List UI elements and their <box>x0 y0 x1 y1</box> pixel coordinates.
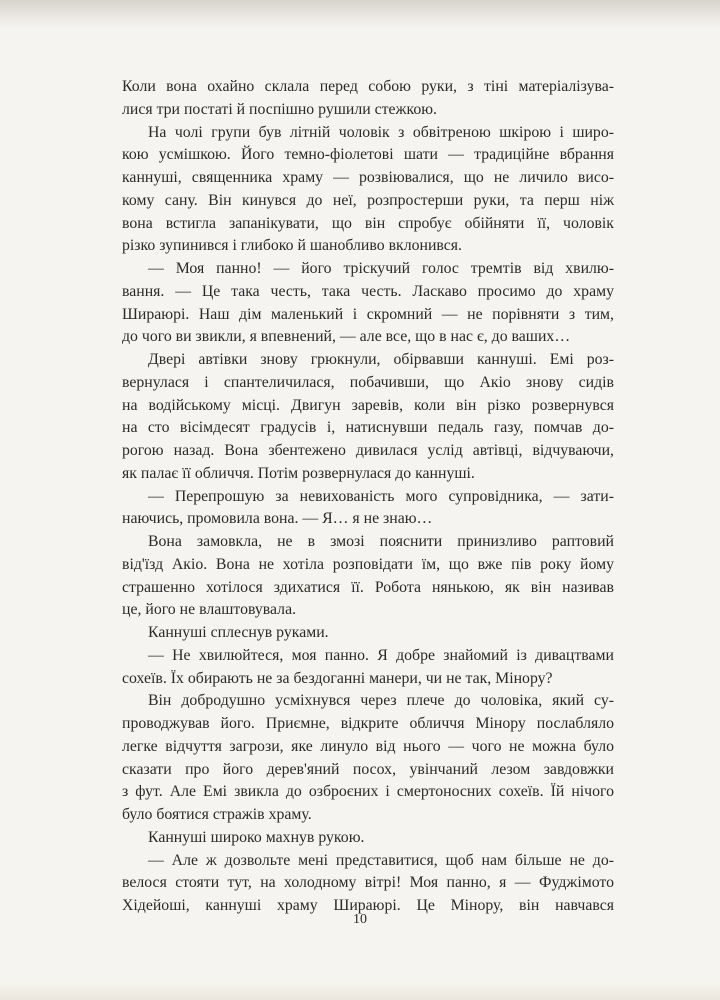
text-line: Каннуші широко махнув рукою. <box>148 828 365 846</box>
text-line: з фут. Але Емі звикла до озброєних і смертоносних сохеїв. Їй нічого <box>122 783 614 801</box>
text-line: страшенно хотілося здихатися її. Робота нянькою, як він називав <box>122 578 614 596</box>
text-line: Хідейоші, каннуші храму Шираюрі. Це Мінору, він навчався <box>122 897 614 914</box>
text-line: проводжував його. Приємне, відкрите обличчя Мінору послабляло <box>122 715 614 732</box>
text-line: на сто вісімдесят градусів і, натиснувши педаль газу, помчав до- <box>122 419 614 437</box>
text-line: — Перепрошую за невихованість мого супровідника, — зати- <box>148 487 614 505</box>
text-line: Вона замовкла, не в змозі пояснити принизливо раптовий <box>148 533 614 550</box>
text-line: Шираюрі. Наш дім маленький і скромний — не порівняти з тим, <box>122 305 614 323</box>
text-line: — Але ж дозвольте мені представитися, щоб нам більше не до- <box>148 851 614 869</box>
text-line: кою усмішкою. Його темно-фіолетові шати — традиційне вбрання <box>122 146 614 164</box>
text-line: до чого ви звикли, я впевнений, — але все, що в нас є, до ваших… <box>122 328 571 346</box>
text-line: різко зупинився і глибоко й шанобливо вклонився. <box>122 237 462 255</box>
text-line: На чолі групи був літній чоловік з обвітреною шкірою і широ- <box>148 123 614 141</box>
text-line: Двері автівки знову грюкнули, обірвавши каннуші. Емі роз- <box>148 351 614 368</box>
text-line: це, його не влаштовувала. <box>122 601 297 619</box>
text-line: наючись, промовила вона. — Я… я не знаю… <box>122 510 433 528</box>
text-line: вона встигла запанікувати, що він спробує обійняти її, чоловік <box>122 214 614 232</box>
page-bottom-shadow <box>0 982 720 1000</box>
text-line: вання. — Це така честь, така честь. Ласкаво просимо до храму <box>122 282 614 300</box>
text-line: сказати про його дерев'яний посох, увінчаний лезом завдовжки <box>122 760 614 778</box>
text-line: велося стояти тут, на холодному вітрі! Моя панно, я — Фуджімото <box>122 874 614 892</box>
text-line: Він добродушно усміхнувся через плече до чоловіка, який су- <box>148 692 614 710</box>
text-line: — Не хвилюйтеся, моя панно. Я добре знайомий із дивацтвами <box>148 646 614 664</box>
text-line: як палає її обличчя. Потім розвернулася до каннуші. <box>122 464 475 482</box>
page-body-text <box>122 76 614 918</box>
text-line: на водійському місці. Двигун заревів, коли він різко розвернувся <box>122 396 614 414</box>
text-line: вернулася і спантеличилася, побачивши, що Акіо знову сидів <box>122 373 614 391</box>
text-line: Коли вона охайно склала перед собою руки, з тіні матеріалізува- <box>122 78 614 95</box>
text-line: лися три постаті й поспішно рушили стежкою. <box>122 100 437 118</box>
page-number: 10 <box>353 912 367 927</box>
text-line: — Моя панно! — його тріскучий голос тремтів від хвилю- <box>148 260 614 277</box>
text-line: було боятися стражів храму. <box>122 806 312 823</box>
text-line: кому сану. Він кинувся до неї, розпростерши руки, та перш ніж <box>122 191 614 209</box>
text-line: рогою назад. Вона збентежено дивилася услід автівці, відчуваючи, <box>122 442 614 459</box>
text-line: сохеїв. Їх обирають не за бездоганні манери, чи не так, Мінору? <box>122 669 553 687</box>
page-top-shadow <box>0 0 720 28</box>
text-line: від'їзд Акіо. Вона не хотіла розповідати їм, що вже пів року йому <box>122 555 614 573</box>
text-line: легке відчуття загрози, яке линуло від нього — чого не можна було <box>122 737 614 755</box>
text-line: каннуші, священника храму — розвіювалися, що не личило висо- <box>122 169 614 186</box>
text-line: Каннуші сплеснув руками. <box>148 624 329 641</box>
